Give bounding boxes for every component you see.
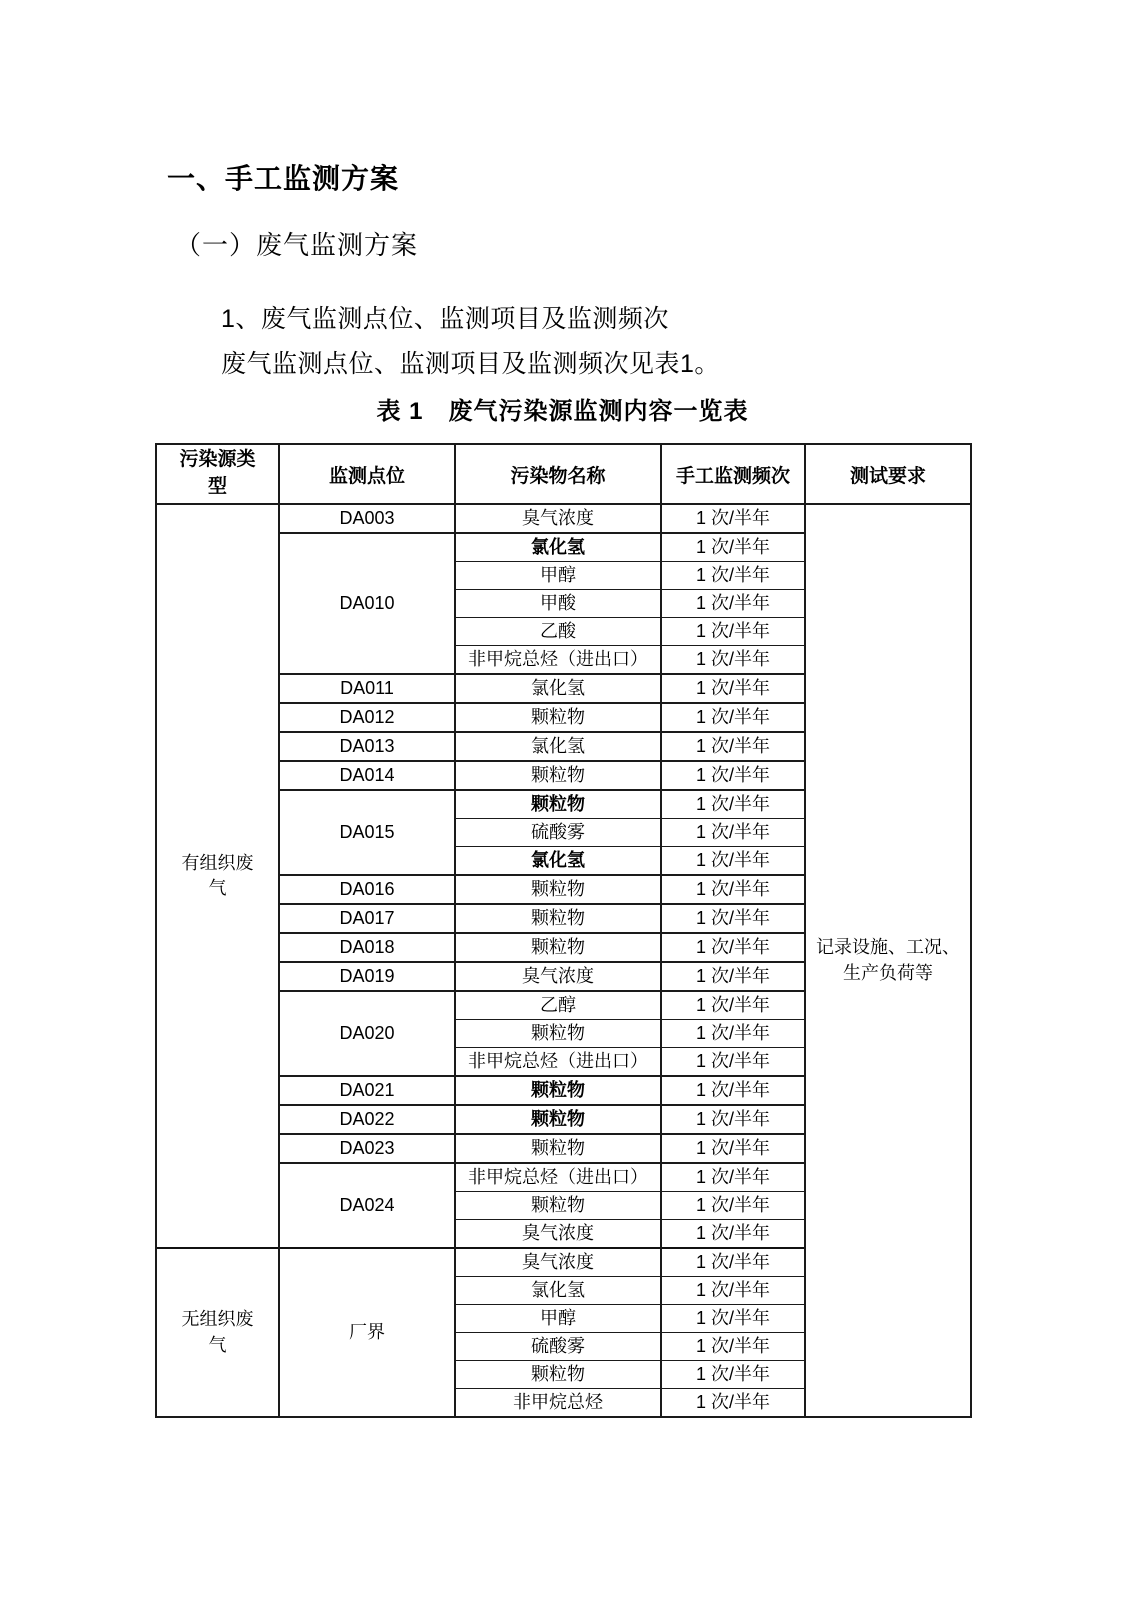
column-header-source-type-label: 污染源类型: [179, 449, 256, 497]
source-type-label: 无组织废气: [181, 1309, 254, 1355]
frequency-cell: 1 次/半年: [661, 1105, 805, 1134]
frequency-cell: 1 次/半年: [661, 703, 805, 732]
monitoring-point-cell: DA020: [279, 991, 455, 1076]
table-row: [156, 504, 971, 533]
monitoring-point-cell: DA018: [279, 933, 455, 962]
pollutant-cell: 非甲烷总烃（进出口）: [455, 1048, 661, 1077]
frequency-cell: 1 次/半年: [661, 875, 805, 904]
pollutant-cell: 非甲烷总烃: [455, 1389, 661, 1418]
subsection-heading: 1、废气监测点位、监测项目及监测频次: [221, 305, 669, 333]
pollutant-cell: 氯化氢: [455, 674, 661, 703]
monitoring-point-cell: DA019: [279, 962, 455, 991]
frequency-cell: 1 次/半年: [661, 618, 805, 646]
pollutant-cell: 颗粒物: [455, 703, 661, 732]
pollutant-cell: 甲酸: [455, 590, 661, 618]
monitoring-point-cell: DA021: [279, 1076, 455, 1105]
section-heading: （一）废气监测方案: [175, 230, 419, 260]
pollutant-cell: 颗粒物: [455, 790, 661, 819]
monitoring-point-cell: DA017: [279, 904, 455, 933]
pollutant-cell: 颗粒物: [455, 875, 661, 904]
pollutant-cell: 臭气浓度: [455, 504, 661, 533]
frequency-cell: 1 次/半年: [661, 1333, 805, 1361]
pollutant-cell: 氯化氢: [455, 533, 661, 562]
frequency-cell: 1 次/半年: [661, 1048, 805, 1077]
column-header-source-type: [156, 444, 279, 504]
monitoring-point-cell: DA003: [279, 504, 455, 533]
monitoring-point-cell: DA015: [279, 790, 455, 875]
frequency-cell: 1 次/半年: [661, 1020, 805, 1048]
table-header-row: [156, 444, 971, 504]
frequency-cell: 1 次/半年: [661, 1076, 805, 1105]
frequency-cell: 1 次/半年: [661, 819, 805, 847]
pollutant-cell: 甲醇: [455, 562, 661, 590]
frequency-cell: 1 次/半年: [661, 562, 805, 590]
frequency-cell: 1 次/半年: [661, 933, 805, 962]
pollutant-cell: 氯化氢: [455, 732, 661, 761]
column-header-test-requirement: 测试要求: [805, 444, 971, 504]
frequency-cell: 1 次/半年: [661, 1305, 805, 1333]
column-header-manual-frequency: 手工监测频次: [661, 444, 805, 504]
test-requirement-label: 记录设施、工况、生产负荷等: [815, 937, 960, 983]
pollutant-cell: 颗粒物: [455, 761, 661, 790]
pollutant-cell: 乙醇: [455, 991, 661, 1020]
frequency-cell: 1 次/半年: [661, 1389, 805, 1418]
source-type-cell: [156, 1248, 279, 1417]
frequency-cell: 1 次/半年: [661, 732, 805, 761]
pollutant-cell: 颗粒物: [455, 933, 661, 962]
monitoring-point-cell: DA010: [279, 533, 455, 674]
test-requirement-cell: [805, 504, 971, 1417]
monitoring-point-cell: 厂界: [279, 1248, 455, 1417]
frequency-cell: 1 次/半年: [661, 962, 805, 991]
monitoring-point-cell: DA023: [279, 1134, 455, 1163]
pollutant-cell: 颗粒物: [455, 904, 661, 933]
body-paragraph: 废气监测点位、监测项目及监测频次见表1。: [221, 350, 720, 378]
page-title: 一、手工监测方案: [167, 163, 400, 194]
pollutant-cell: 硫酸雾: [455, 1333, 661, 1361]
pollutant-cell: 颗粒物: [455, 1134, 661, 1163]
pollutant-cell: 颗粒物: [455, 1361, 661, 1389]
monitoring-point-cell: DA024: [279, 1163, 455, 1248]
pollutant-cell: 硫酸雾: [455, 819, 661, 847]
pollutant-cell: 甲醇: [455, 1305, 661, 1333]
monitoring-point-cell: DA012: [279, 703, 455, 732]
pollutant-cell: 臭气浓度: [455, 1220, 661, 1249]
frequency-cell: 1 次/半年: [661, 1361, 805, 1389]
frequency-cell: 1 次/半年: [661, 1248, 805, 1277]
pollutant-cell: 颗粒物: [455, 1105, 661, 1134]
monitoring-point-cell: DA014: [279, 761, 455, 790]
pollutant-cell: 氯化氢: [455, 1277, 661, 1305]
column-header-pollutant-name: 污染物名称: [455, 444, 661, 504]
column-header-monitoring-point: 监测点位: [279, 444, 455, 504]
pollutant-cell: 臭气浓度: [455, 1248, 661, 1277]
frequency-cell: 1 次/半年: [661, 761, 805, 790]
monitoring-point-cell: DA016: [279, 875, 455, 904]
pollutant-cell: 氯化氢: [455, 847, 661, 876]
frequency-cell: 1 次/半年: [661, 1163, 805, 1192]
table-body: [156, 504, 971, 1417]
pollutant-cell: 非甲烷总烃（进出口）: [455, 1163, 661, 1192]
monitoring-point-cell: DA022: [279, 1105, 455, 1134]
pollutant-cell: 臭气浓度: [455, 962, 661, 991]
monitoring-table: [155, 443, 972, 1418]
frequency-cell: 1 次/半年: [661, 904, 805, 933]
frequency-cell: 1 次/半年: [661, 1277, 805, 1305]
frequency-cell: 1 次/半年: [661, 991, 805, 1020]
source-type-label: 有组织废气: [181, 852, 254, 898]
frequency-cell: 1 次/半年: [661, 674, 805, 703]
frequency-cell: 1 次/半年: [661, 590, 805, 618]
frequency-cell: 1 次/半年: [661, 1220, 805, 1249]
frequency-cell: 1 次/半年: [661, 1192, 805, 1220]
frequency-cell: 1 次/半年: [661, 790, 805, 819]
frequency-cell: 1 次/半年: [661, 1134, 805, 1163]
frequency-cell: 1 次/半年: [661, 504, 805, 533]
table-caption: 表 1 废气污染源监测内容一览表: [376, 398, 749, 425]
pollutant-cell: 非甲烷总烃（进出口）: [455, 646, 661, 675]
pollutant-cell: 颗粒物: [455, 1076, 661, 1105]
monitoring-point-cell: DA011: [279, 674, 455, 703]
source-type-cell: [156, 504, 279, 1248]
pollutant-cell: 乙酸: [455, 618, 661, 646]
frequency-cell: 1 次/半年: [661, 646, 805, 675]
pollutant-cell: 颗粒物: [455, 1192, 661, 1220]
monitoring-point-cell: DA013: [279, 732, 455, 761]
frequency-cell: 1 次/半年: [661, 533, 805, 562]
table-header: [156, 444, 971, 504]
frequency-cell: 1 次/半年: [661, 847, 805, 876]
pollutant-cell: 颗粒物: [455, 1020, 661, 1048]
